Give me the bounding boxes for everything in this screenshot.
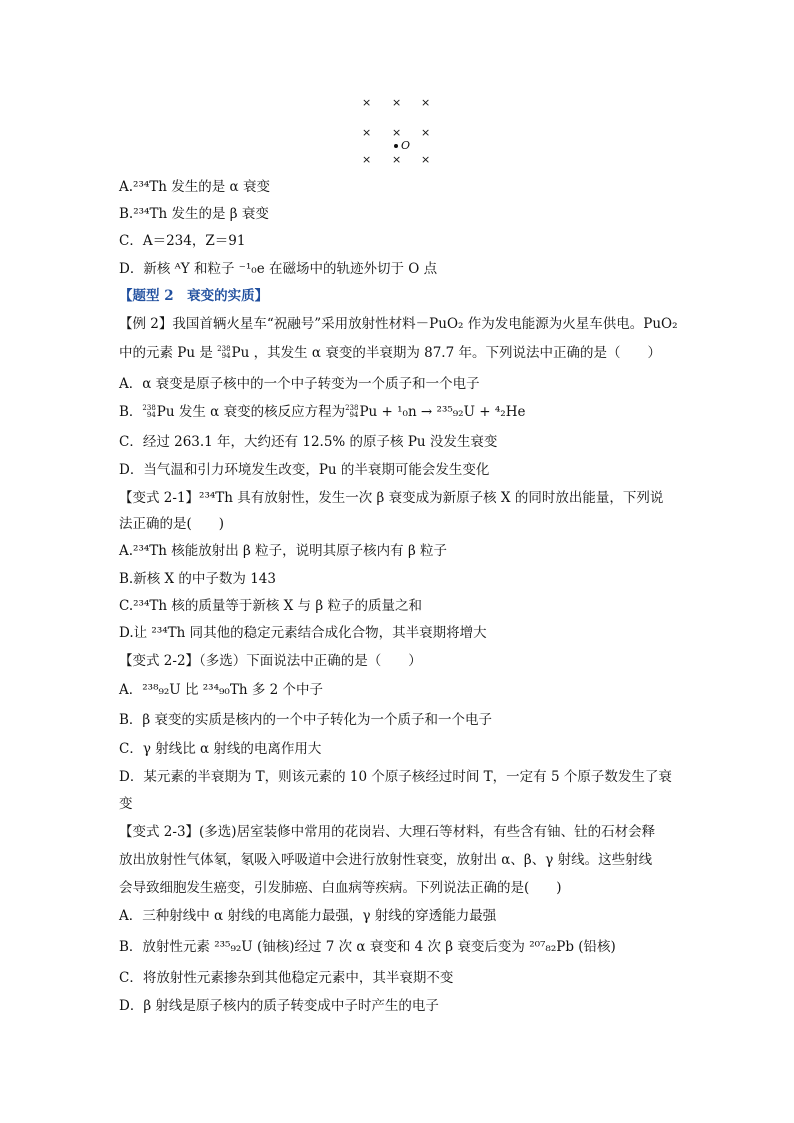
nuclear-equation: Pu + ¹₀n → ²³⁵₉₂U + ⁴₂He bbox=[359, 404, 526, 420]
variant23-option-c: C．将放射性元素掺杂到其他稳定元素中，其半衰期不变 bbox=[119, 970, 454, 986]
variant23-option-b: B．放射性元素 ²³⁵₉₂U (铀核)经过 7 次 α 衰变和 4 次 β 衰变后变为 ²⁰⁷₈₂Pb (铅核) bbox=[119, 939, 616, 955]
origin-label: O bbox=[401, 139, 411, 152]
field-cross-mark: × bbox=[392, 126, 402, 139]
field-cross-mark: × bbox=[421, 96, 431, 109]
field-cross-mark: × bbox=[362, 96, 372, 109]
isotope-notation: 238 94 bbox=[142, 403, 156, 419]
variant23-stem-line1: 【变式 2-3】(多选)居室装修中常用的花岗岩、大理石等材料，有些含有铀、钍的石材会释 bbox=[119, 824, 656, 840]
field-cross-mark: × bbox=[421, 153, 431, 166]
example2-stem-line1: 【例 2】我国首辆火星车“祝融号”采用放射性材料－PuO₂ 作为发电能源为火星车供电。PuO₂ bbox=[119, 316, 678, 332]
example2-option-b: B． 238 94 Pu 发生 α 衰变的核反应方程为 238 94 Pu + ¹₀n → ²³⁵₉₂U + ⁴₂He bbox=[119, 403, 526, 420]
variant23-stem-line3: 会导致细胞发生癌变，引发肺癌、白血病等疾病。下列说法正确的是( ) bbox=[119, 880, 562, 896]
variant21-stem-line1: 【变式 2-1】²³⁴Th 具有放射性，发生一次 β 衰变成为新原子核 X 的同时放出能量，下列说 bbox=[119, 490, 664, 506]
variant23-stem-line2: 放出放射性气体氡，氡吸入呼吸道中会进行放射性衰变，放射出 α、β、γ 射线。这些射线 bbox=[119, 852, 653, 868]
variant22-option-c: C．γ 射线比 α 射线的电离作用大 bbox=[119, 741, 322, 757]
example2-option-c: C．经过 263.1 年，大约还有 12.5% 的原子核 Pu 没发生衰变 bbox=[119, 434, 498, 450]
field-cross-mark: × bbox=[362, 126, 372, 139]
field-cross-mark: × bbox=[362, 153, 372, 166]
section-heading: 【题型 2 衰变的实质】 bbox=[119, 288, 269, 304]
field-cross-mark: × bbox=[392, 153, 402, 166]
variant21-option-a: A.²³⁴Th 核能放射出 β 粒子，说明其原子核内有 β 粒子 bbox=[119, 543, 448, 559]
variant21-option-b: B.新核 X 的中子数为 143 bbox=[119, 571, 276, 587]
q1-option-d: D．新核 ᴬY 和粒子 ⁻¹₀e 在磁场中的轨迹外切于 O 点 bbox=[119, 261, 438, 277]
q1-option-c: C．A＝234，Z＝91 bbox=[119, 233, 246, 249]
q1-option-a: A.²³⁴Th 发生的是 α 衰变 bbox=[119, 179, 270, 195]
variant22-option-d-line2: 变 bbox=[119, 796, 133, 812]
example2-stem-line2 bbox=[119, 343, 661, 363]
variant22-option-d-line1: D．某元素的半衰期为 T，则该元素的 10 个原子核经过时间 T，一定有 5 个原子数发生了衰 bbox=[119, 769, 672, 785]
magnetic-field-figure bbox=[350, 92, 450, 172]
q1-option-b: B.²³⁴Th 发生的是 β 衰变 bbox=[119, 206, 269, 222]
origin-point bbox=[394, 144, 398, 148]
field-cross-mark: × bbox=[392, 96, 402, 109]
variant23-option-d: D．β 射线是原子核内的质子转变成中子时产生的电子 bbox=[119, 998, 439, 1014]
isotope-notation: 238 94 bbox=[345, 403, 359, 419]
variant21-stem-line2: 法正确的是( ) bbox=[119, 516, 225, 532]
variant21-option-c: C.²³⁴Th 核的质量等于新核 X 与 β 粒子的质量之和 bbox=[119, 598, 422, 614]
isotope-notation: 238 94 bbox=[217, 344, 231, 360]
variant23-option-a: A．三种射线中 α 射线的电离能力最强，γ 射线的穿透能力最强 bbox=[119, 908, 497, 924]
variant21-option-d: D.让 ²³⁴Th 同其他的稳定元素结合成化合物，其半衰期将增大 bbox=[119, 625, 487, 641]
isotope-symbol: Pu bbox=[231, 345, 250, 361]
variant22-stem: 【变式 2-2】（多选）下面说法中正确的是（ ） bbox=[119, 653, 422, 669]
example2-stem-suffix: ，其发生 α 衰变的半衰期为 87.7 年。下列说法中正确的是（ ） bbox=[253, 345, 661, 361]
example2-option-b-text: Pu 发生 α 衰变的核反应方程为 bbox=[156, 404, 346, 420]
variant22-option-a: A．²³⁸₉₂U 比 ²³⁴₉₀Th 多 2 个中子 bbox=[119, 682, 323, 698]
example2-option-a: A．α 衰变是原子核中的一个中子转变为一个质子和一个电子 bbox=[119, 376, 480, 392]
variant22-option-b: B．β 衰变的实质是核内的一个中子转化为一个质子和一个电子 bbox=[119, 712, 493, 728]
example2-stem-prefix: 中的元素 Pu 是 bbox=[119, 345, 213, 361]
field-cross-mark: × bbox=[421, 126, 431, 139]
example2-option-d: D．当气温和引力环境发生改变，Pu 的半衰期可能会发生变化 bbox=[119, 462, 490, 478]
